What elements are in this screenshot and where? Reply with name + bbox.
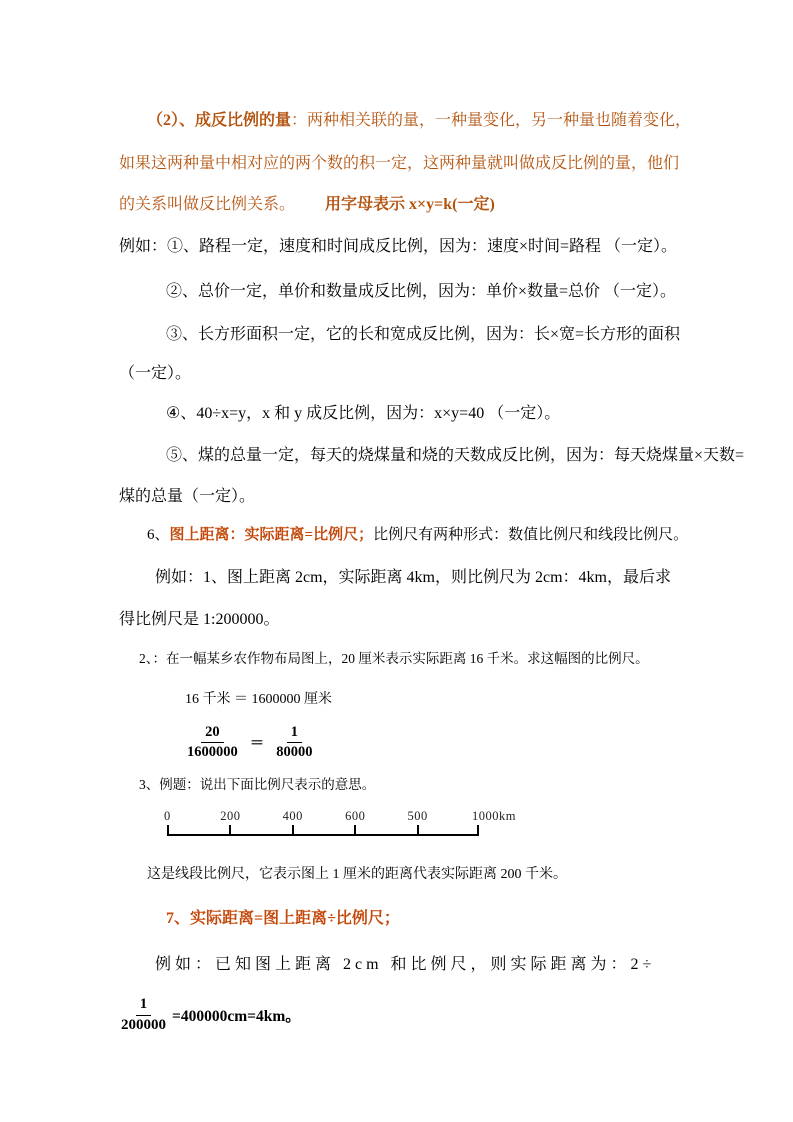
section7-example: 例如：已知图上距离 2cm 和比例尺，则实际距离为：2÷: [155, 955, 656, 973]
fraction-right-denominator: 80000: [276, 743, 313, 760]
fraction-left: [185, 723, 240, 762]
scale-label-1000km: 1000km: [471, 809, 516, 823]
scale-bar-line: [167, 826, 479, 836]
segment-scale-bar: [163, 801, 516, 853]
section6-example1-line2: 得比例尺是 1:200000。: [119, 610, 280, 628]
section6-formula: 图上距离：实际距离=比例尺；: [169, 526, 374, 543]
equals-sign: ＝: [249, 735, 265, 752]
fraction-left-denominator: 1600000: [187, 743, 238, 760]
fraction-left-numerator: 20: [201, 723, 224, 743]
scale-label-600: 600: [345, 809, 366, 823]
inverse-def-line2: [119, 140, 693, 182]
inverse-def-line3: [119, 182, 693, 222]
inverse-def-line1-rest: ：两种相关联的量，一种量变化，另一种量也随着变化，: [291, 111, 692, 129]
inverse-def-line2-text: 如果这两种量中相对应的两个数的积一定，这两种量就叫做成反比例的量，他们: [119, 154, 680, 172]
section6-conversion: 16 千米 ＝ 1600000 厘米: [185, 692, 332, 707]
section7-formula: 7、实际距离=图上距离÷比例尺；: [166, 909, 400, 927]
section7-result-line: [119, 985, 693, 1045]
inverse-example-3-line1: ③、长方形面积一定，它的长和宽成反比例，因为：长×宽=长方形的面积: [166, 325, 681, 343]
inverse-example-1: 例如：①、路程一定，速度和时间成反比例，因为：速度×时间=路程 （一定）。: [119, 237, 678, 255]
section7-result: =400000cm=4km。: [172, 1008, 301, 1025]
scale-label-200: 200: [220, 809, 241, 823]
inverse-formula: 用字母表示 x×y=k(一定): [325, 195, 495, 213]
scale-bar-note: 这是线段比例尺，它表示图上 1 厘米的距离代表实际距离 200 千米。: [147, 867, 567, 882]
section6-example3: 3、例题：说出下面比例尺表示的意思。: [139, 777, 376, 792]
inverse-def-line3-text: 的关系叫做反比例关系。: [119, 195, 296, 213]
section7-heading: [119, 893, 693, 939]
section6-number: 6、: [147, 526, 170, 543]
section6-example1-line1: 例如：1、图上距离 2cm，实际距离 4km，则比例尺为 2cm：4km，最后求: [155, 568, 671, 586]
inverse-example-5-line1: ⑤、煤的总量一定，每天的烧煤量和烧的天数成反比例，因为：每天烧煤量×天数=: [166, 447, 745, 464]
fraction-right: [274, 723, 314, 762]
inverse-example-3-line2: （一定）。: [119, 364, 192, 382]
section7-fraction-numerator: 1: [136, 995, 152, 1016]
scale-label-400: 400: [282, 809, 303, 823]
section7-fraction-denominator: 200000: [121, 1016, 166, 1033]
scale-label-0: 0: [163, 809, 171, 823]
section6-heading: [119, 513, 693, 553]
scale-label-800: 500: [407, 809, 428, 823]
scale-fraction-equation: [119, 719, 693, 765]
section7-fraction: [119, 995, 168, 1035]
inverse-example-5-line2: 煤的总量（一定）。: [119, 487, 256, 505]
scale-bar-labels: [163, 809, 516, 826]
inverse-def-line1: [119, 96, 693, 140]
section6-example2: 2、：在一幅某乡农作物布局图上，20 厘米表示实际距离 16 千米。求这幅图的比例尺。: [139, 651, 649, 666]
fraction-right-numerator: 1: [287, 723, 302, 743]
inverse-example-4: ④、40÷x=y，x 和 y 成反比例，因为：x×y=40 （一定）。: [166, 404, 561, 422]
inverse-example-2: ②、总价一定，单价和数量成反比例，因为：单价×数量=总价 （一定）。: [166, 282, 677, 300]
inverse-def-heading: （2）、成反比例的量: [147, 111, 292, 129]
section6-heading-tail: 比例尺有两种形式：数值比例尺和线段比例尺。: [373, 526, 689, 543]
